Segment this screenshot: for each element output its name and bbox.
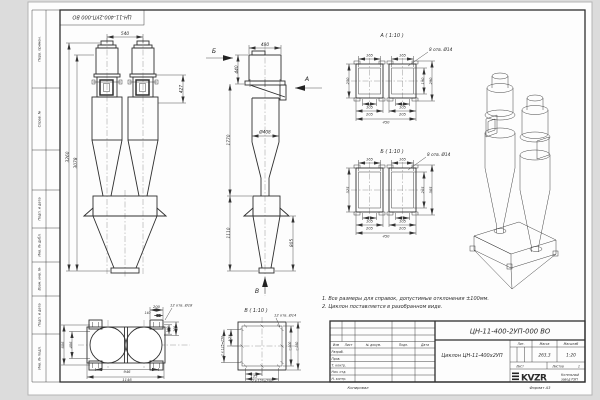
dim-seca-b2: 105 — [398, 105, 407, 110]
section-b-title: Б ( 1:10 ) — [380, 149, 404, 155]
dim-seca-hinner: 190 — [420, 77, 425, 85]
copied-label: Копировал — [347, 386, 369, 390]
dim-viewv-left1: 125 — [227, 334, 232, 342]
dim-secb-b1: 105 — [365, 219, 374, 224]
margin-label-inv-dubl: Инв. № дубл. — [37, 233, 42, 257]
dim-seca-c2: 205 — [398, 112, 407, 117]
dim-seca-houter: 290 — [428, 77, 433, 85]
margin-label-podp1: Подп. и дата — [37, 197, 42, 221]
scale-label: Масштаб — [563, 342, 579, 347]
dim-side-width: 480 — [260, 42, 270, 48]
dim-front-flange: 427 — [179, 84, 185, 94]
titleblock-col-list: Лист — [344, 343, 353, 347]
dim-viewv-left2: 2 x 125=250 — [220, 335, 225, 357]
view-arrow-b-label: Б — [211, 48, 217, 55]
titleblock-row-razrab: Разраб. — [331, 350, 344, 354]
dim-secb-hleft: 325 — [345, 186, 350, 194]
view-v-title: В ( 1:10 ) — [244, 308, 268, 314]
dim-seca-b1: 105 — [365, 105, 374, 110]
section-a-title: А ( 1:10 ) — [380, 33, 404, 39]
dim-side-dia: Ø408 — [259, 130, 271, 136]
dim-viewv-right2: □360 — [294, 341, 299, 351]
dim-plan-right1: 140 — [165, 326, 170, 333]
dim-viewv-bot2: 2 x 125=250 — [251, 378, 273, 383]
margin-label-sprav: Справ. № — [37, 110, 42, 128]
dim-side-cone-h: 805 — [290, 238, 295, 248]
dim-seca-hleft: 250 — [345, 77, 350, 85]
dim-secb-b2: 105 — [398, 219, 407, 224]
dim-secb-c1: 205 — [365, 226, 374, 231]
dim-plan-left1: 606 — [60, 341, 65, 349]
company-logo: KVZR — [521, 373, 547, 384]
dim-secb-total: 450 — [382, 234, 390, 239]
note-secb-holes: 8 отв. Ø14 — [427, 153, 451, 158]
dim-plan-top1: 200 — [152, 304, 161, 309]
dim-side-hopper-h: 1110 — [227, 227, 232, 239]
margin-label-inv-podl: Инв. № подл. — [37, 346, 42, 370]
margin-label-podp2: Подп. и дата — [37, 303, 42, 327]
view-arrow-a-label: А — [304, 76, 310, 83]
doc-name: Циклон ЦН-11-400х2УП — [441, 353, 503, 359]
doc-designation: ЦН-11-400-2УП-000 ВО — [469, 327, 551, 336]
titleblock-col-doc: № докум. — [365, 343, 382, 347]
margin-label-perv: Перв. примен. — [37, 36, 42, 62]
dim-plan-bot1: 946 — [123, 370, 131, 375]
dim-front-width: 540 — [120, 31, 130, 37]
titleblock-col-date: Дата — [420, 343, 430, 347]
dim-plan-left2: 406 — [68, 341, 73, 349]
dim-viewv-right1: □300 — [287, 341, 292, 351]
scale-value: 1:20 — [566, 353, 576, 359]
company-name-line2: завод РЭП — [561, 377, 578, 382]
mass-value: 263,3 — [538, 353, 551, 359]
titleblock-row-tkontr: Т. контр. — [331, 363, 346, 368]
dim-plan-bot2: 1146 — [122, 377, 132, 382]
dim-seca-total: 450 — [382, 120, 390, 125]
dim-secb-hinner: 265 — [420, 186, 425, 194]
note-viewv-holes: 12 отв. Ø14 — [274, 313, 297, 318]
dim-side-body-h: 1770 — [227, 134, 232, 146]
titleblock-row-prov: Пров. — [331, 356, 341, 361]
lit-label: Лит. — [517, 342, 525, 347]
titleblock-col-sign: Подп. — [398, 343, 409, 347]
company-name-line1: Котельный — [561, 373, 580, 377]
format-label: Формат А3 — [529, 386, 551, 390]
dim-plan-top2: 140 — [144, 311, 151, 315]
note-line-2: 2. Циклон поставляется в разобранном виде. — [322, 304, 443, 310]
titleblock-col-izm: Изм — [332, 343, 340, 347]
sheets-value: 1 — [578, 364, 580, 369]
dim-plan-right2: 200 — [172, 325, 177, 332]
titleblock-row-nachotd: Нач. отд. — [331, 370, 347, 374]
note-seca-holes: 8 отв. Ø14 — [429, 48, 453, 53]
dim-viewv-bot1: 125 — [250, 374, 258, 379]
mass-label: Масса — [539, 342, 550, 347]
dim-side-inlet-h: 440 — [235, 65, 240, 74]
dim-seca-w2: 165 — [398, 53, 407, 58]
sheets-label: Листов — [552, 364, 564, 369]
note-line-1: 1. Все размеры для справок, допустимые отклонения ±100мм. — [322, 296, 489, 302]
margin-label-vzam: Взам. инв. № — [37, 267, 42, 291]
top-stamp-text: ЦН-11-400-2УП-000 ВО — [72, 13, 132, 20]
sheet-label: Лист — [516, 364, 524, 369]
dim-secb-w1: 165 — [365, 157, 374, 162]
dim-secb-w2: 165 — [398, 157, 407, 162]
dim-front-total-h: 3260 — [66, 151, 71, 163]
view-arrow-v-label: В — [254, 288, 260, 295]
dim-secb-c2: 205 — [398, 226, 407, 231]
titleblock-row-nkontr: Н. контр. — [331, 376, 347, 381]
note-plan-holes: 12 отв. Ø18 — [170, 303, 193, 308]
dim-secb-houter: 365 — [428, 186, 433, 194]
dim-seca-c1: 205 — [365, 112, 374, 117]
dim-seca-w1: 165 — [365, 53, 374, 58]
dim-front-inner-h: 3078 — [74, 157, 79, 169]
